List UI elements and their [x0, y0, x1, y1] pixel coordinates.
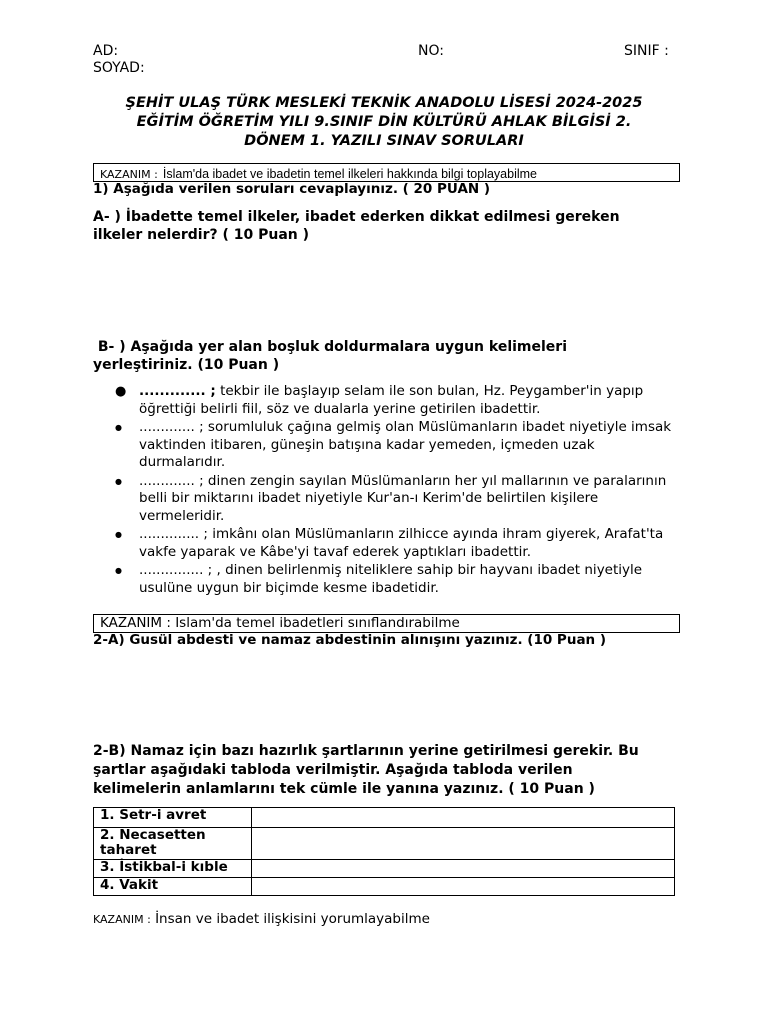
- list-item: [93, 562, 683, 597]
- bullet-icon: ●: [115, 566, 122, 575]
- surname-label: SOYAD:: [93, 60, 145, 76]
- question-1a-line2: ilkeler nelerdir? ( 10 Puan ): [93, 227, 310, 243]
- name-label: AD:: [93, 43, 119, 59]
- blank-field[interactable]: ...............: [139, 562, 204, 578]
- outcome-text-3: İnsan ve ibadet ilişkisini yorumlayabilme: [150, 911, 430, 927]
- bullet-icon: ●: [115, 476, 122, 486]
- exam-title-line3: DÖNEM 1. YAZILI SINAV SORULARI: [244, 133, 524, 149]
- question-2b-line3: kelimelerin anlamlarını tek cümle ile yanına yazınız. ( 10 Puan ): [93, 781, 595, 797]
- list-item: [93, 473, 683, 526]
- table-cell-label: 1. Setr-i avret: [94, 808, 252, 828]
- outcome-label-1: KAZANIM :: [100, 168, 158, 181]
- table-cell-label: 4. Vakit: [94, 878, 252, 896]
- exam-title-line1: ŞEHİT ULAŞ TÜRK MESLEKİ TEKNİK ANADOLU LİSESİ 2024-2025: [125, 95, 643, 111]
- list-item: [93, 383, 683, 418]
- table-row: [94, 878, 675, 896]
- blank-field[interactable]: ............. ;: [139, 383, 216, 399]
- question-2b-line2: şartlar aşağıdaki tabloda verilmiştir. Aşağıda tabloda verilen: [93, 762, 573, 778]
- question-1-heading: 1) Aşağıda verilen soruları cevaplayınız. ( 20 PUAN ): [93, 181, 491, 197]
- question-2b-line1: 2-B) Namaz için bazı hazırlık şartlarının yerine getirilmesi gerekir. Bu: [93, 743, 639, 759]
- item-text: ; dinen zengin sayılan Müslümanların her yıl mallarının ve paralarının belli bir miktarını ibadet niyetiyle Kur'an-ı Kerim'de belirtilen kişilere vermeleridir.: [139, 472, 667, 524]
- table-cell-label: 2. Necasetten taharet: [94, 828, 252, 860]
- question-2b: [93, 742, 639, 799]
- question-1a: [93, 208, 620, 244]
- question-1b-line2: yerleştiriniz. (10 Puan ): [93, 357, 280, 373]
- question-1b-line1: B- ) Aşağıda yer alan boşluk doldurmalara uygun kelimeleri: [93, 339, 568, 355]
- bullet-icon: ●: [115, 530, 122, 539]
- table-cell-label: 3. İstikbal-i kıble: [94, 860, 252, 878]
- item-text: ; sorumluluk çağına gelmiş olan Müslümanların ibadet niyetiyle imsak vaktinden itibaren, güneşin batışına kadar yemeden, içmeden uzak durmalarıdır.: [139, 419, 672, 470]
- outcome-box-2: KAZANIM : Islam'da temel ibadetleri sınıflandırabilme: [93, 614, 680, 633]
- conditions-table: [93, 807, 675, 896]
- table-row: [94, 860, 675, 878]
- table-row: [94, 808, 675, 828]
- bullet-icon: ●: [115, 384, 127, 399]
- number-label: NO:: [418, 43, 444, 59]
- blank-field[interactable]: .............: [139, 472, 195, 489]
- question-1b: [93, 338, 567, 374]
- list-item: [93, 419, 683, 472]
- outcome-text-1: İslam'da ibadet ve ibadetin temel ilkeleri hakkında bilgi toplayabilme: [162, 167, 537, 181]
- outcome-box-1: [93, 163, 680, 182]
- table-row: [94, 828, 675, 860]
- table-cell-answer[interactable]: [252, 860, 675, 878]
- item-text: ; imkânı olan Müslümanların zilhicce ayında ihram giyerek, Arafat'ta vakfe yaparak ve Kâbe'yi tavaf ederek yaptıkları ibadettir.: [139, 526, 664, 560]
- table-cell-answer[interactable]: [252, 878, 675, 896]
- bullet-icon: ●: [115, 423, 122, 432]
- question-1a-line1: A- ) İbadette temel ilkeler, ibadet ederken dikkat edilmesi gereken: [93, 209, 620, 225]
- table-cell-answer[interactable]: [252, 828, 675, 860]
- blank-field[interactable]: .............: [139, 419, 195, 435]
- exam-title-line2: EĞİTİM ÖĞRETİM YILI 9.SINIF DİN KÜLTÜRÜ AHLAK BİLGİSİ 2.: [136, 114, 632, 130]
- question-2a: 2-A) Gusül abdesti ve namaz abdestinin alınışını yazınız. (10 Puan ): [93, 632, 607, 648]
- outcome-label-3: KAZANIM :: [93, 913, 151, 926]
- list-item: [93, 526, 683, 561]
- blank-field[interactable]: ..............: [139, 526, 200, 542]
- item-text: tekbir ile başlayıp selam ile son bulan, Hz. Peygamber'in yapıp öğrettiği belirli fiil, söz ve dualarla yerine getirilen ibadettir.: [139, 383, 644, 417]
- outcome-line-3: [93, 911, 430, 928]
- fill-in-blank-list: [93, 383, 683, 598]
- class-label: SINIF :: [624, 43, 669, 59]
- item-text: ; , dinen belirlenmiş niteliklere sahip bir hayvanı ibadet niyetiyle usulüne uygun bir biçimde kesme ibadetidir.: [139, 562, 643, 596]
- table-cell-answer[interactable]: [252, 808, 675, 828]
- exam-title: [80, 94, 688, 151]
